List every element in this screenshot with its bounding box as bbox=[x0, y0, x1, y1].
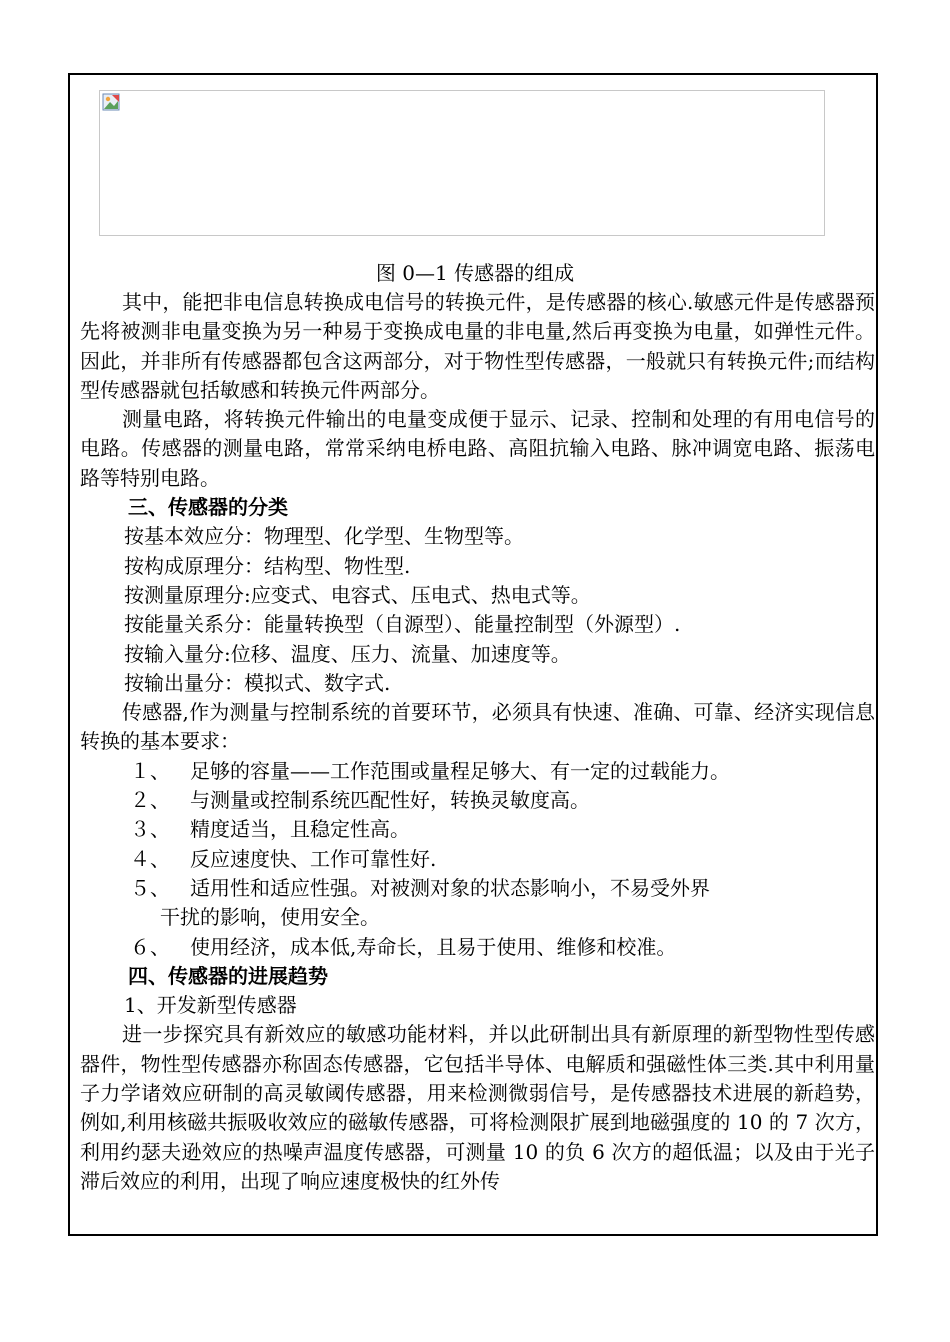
requirement-item bbox=[80, 874, 875, 933]
requirement-number: ２、 bbox=[130, 788, 170, 813]
figure-image-placeholder bbox=[99, 90, 825, 236]
requirement-item bbox=[80, 815, 875, 844]
document-body bbox=[80, 288, 875, 1196]
requirement-text: 与测量或控制系统匹配性好，转换灵敏度高。 bbox=[190, 788, 590, 813]
paragraph-requirements-intro: 传感器,作为测量与控制系统的首要环节，必须具有快速、准确、可靠、经济实现信息转换的基本要求： bbox=[80, 700, 875, 754]
section-heading-classification: 三、传感器的分类 bbox=[128, 495, 288, 520]
requirement-item bbox=[80, 786, 875, 815]
classification-item: 按构成原理分：结构型、物性型. bbox=[124, 553, 411, 578]
requirement-item bbox=[80, 757, 875, 786]
classification-item: 按测量原理分:应变式、电容式、压电式、热电式等。 bbox=[124, 582, 591, 607]
requirement-number: ４、 bbox=[130, 846, 170, 871]
requirement-item bbox=[80, 845, 875, 874]
requirement-number: ６、 bbox=[130, 934, 170, 959]
requirement-text: 精度适当，且稳定性高。 bbox=[190, 817, 410, 842]
subsection-heading: 1、开发新型传感器 bbox=[124, 993, 297, 1018]
requirement-text-wrapper bbox=[160, 874, 875, 933]
paragraph-circuit: 测量电路，将转换元件输出的电量变成便于显示、记录、控制和处理的有用电信号的电路。传感器的测量电路，常常采纳电桥电路、高阻抗输入电路、脉冲调宽电路、振荡电路等特别电路。 bbox=[80, 407, 875, 490]
requirement-text: 适用性和适应性强。对被测对象的状态影响小，不易受外界 bbox=[190, 875, 710, 900]
requirement-number: ３、 bbox=[130, 817, 170, 842]
requirement-text: 足够的容量——工作范围或量程足够大、有一定的过载能力。 bbox=[190, 758, 730, 783]
classification-item: 按基本效应分：物理型、化学型、生物型等。 bbox=[124, 524, 524, 549]
broken-image-icon bbox=[102, 93, 120, 111]
paragraph-new-sensors: 进一步探究具有新效应的敏感功能材料，并以此研制出具有新原理的新型物性型传感器件，物性型传感器亦称固态传感器，它包括半导体、电解质和强磁性体三类.其中利用量子力学诸效应研制的高灵敏阈传感器，用来检测微弱信号，是传感器技术进展的新趋势，例如,利用核磁共振吸收效应的磁敏传感器，可将检测限扩展到地磁强度的 10 的 7 次方，利用约瑟夫逊效应的热噪声温度传感器，可测量 10 的负 6 次方的超低温；以及由于光子滞后效应的利用，出现了响应速度极快的红外传 bbox=[80, 1022, 875, 1193]
classification-item: 按输出量分：模拟式、数字式. bbox=[124, 670, 391, 695]
requirement-number: １、 bbox=[130, 758, 170, 783]
figure-caption: 图 0—1 传感器的组成 bbox=[375, 261, 575, 285]
paragraph-core: 其中，能把非电信息转换成电信号的转换元件，是传感器的核心.敏感元件是传感器预先将被测非电量变换为另一种易于变换成电量的非电量,然后再变换为电量，如弹性元件。因此，并非所有传感器都包含这两部分，对于物性型传感器，一般就只有转换元件;而结构型传感器就包括敏感和转换元件两部分。 bbox=[80, 290, 875, 402]
requirement-item bbox=[80, 933, 875, 962]
requirement-number: ５、 bbox=[130, 875, 170, 900]
requirement-text: 使用经济，成本低,寿命长，且易于使用、维修和校准。 bbox=[190, 934, 677, 959]
requirement-text-continuation: 干扰的影响，使用安全。 bbox=[160, 905, 380, 930]
section-heading-trends: 四、传感器的进展趋势 bbox=[128, 963, 328, 988]
classification-item: 按输入量分:位移、温度、压力、流量、加速度等。 bbox=[124, 641, 571, 666]
classification-item: 按能量关系分：能量转换型（自源型）、能量控制型（外源型）. bbox=[124, 612, 681, 637]
requirement-text: 反应速度快、工作可靠性好. bbox=[190, 846, 437, 871]
